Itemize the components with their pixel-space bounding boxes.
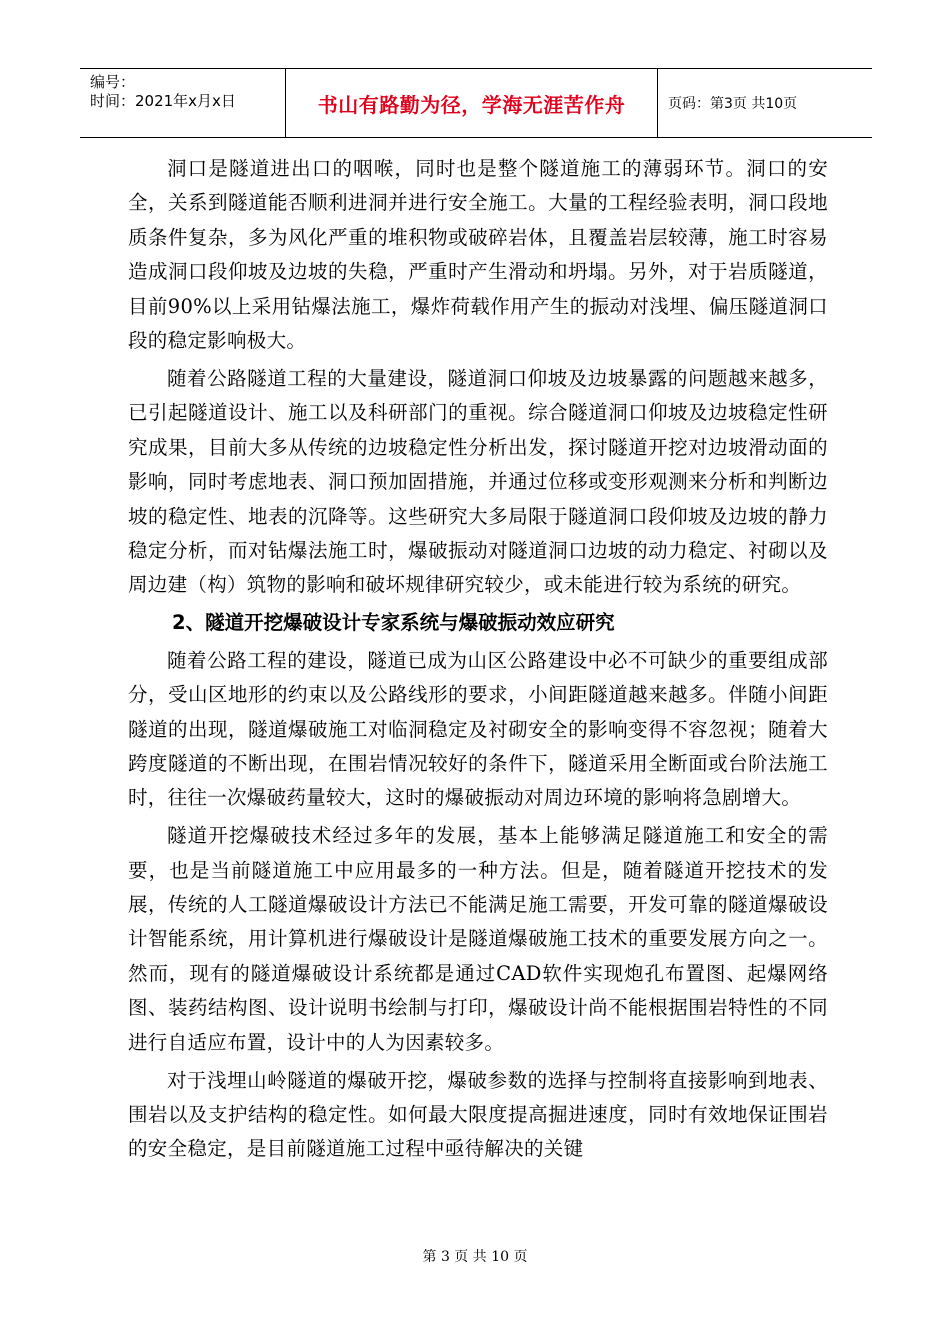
header-meta-cell [80,69,285,137]
footer-page-number: 第 3 页 共 10 页 [422,1249,528,1265]
body-paragraph: 随着公路隧道工程的大量建设，隧道洞口仰坡及边坡暴露的问题越来越多，已引起隧道设计、施工以及科研部门的重视。综合隧道洞口仰坡及边坡稳定性研究成果，目前大多从传统的边坡稳定性分析出发，探讨隧道开挖对边坡滑动面的影响，同时考虑地表、洞口预加固措施，并通过位移或变形观测来分析和判断边坡的稳定性、地表的沉降等。这些研究大多局限于隧道洞口段仰坡及边坡的静力稳定分析，而对钻爆法施工时，爆破振动对隧道洞口边坡的动力稳定、衬砌以及周边建（构）筑物的影响和破坏规律研究较少，或未能进行较为系统的研究。 [128,366,828,597]
document-header [80,68,872,138]
page-footer [0,1246,950,1266]
document-time-label: 时间：2021年x月x日 [90,92,236,110]
body-paragraph: 随着公路工程的建设，隧道已成为山区公路建设中必不可缺少的重要组成部分，受山区地形的约束以及公路线形的要求，小间距隧道越来越多。伴随小间距隧道的出现，隧道爆破施工对临洞稳定及衬砌安全的影响变得不容忽视；随着大跨度隧道的不断出现，在围岩情况较好的条件下，隧道采用全断面或台阶法施工时，往往一次爆破药量较大，这时的爆破振动对周边环境的影响将急剧增大。 [128,648,828,810]
header-motto: 书山有路勤为径，学海无涯苦作舟 [317,92,626,117]
section-heading: 2、隧道开挖爆破设计专家系统与爆破振动效应研究 [172,611,615,635]
document-body [128,152,828,1170]
header-page-cell [658,69,872,137]
body-paragraph: 洞口是隧道进出口的咽喉，同时也是整个隧道施工的薄弱环节。洞口的安全，关系到隧道能否顺利进洞并进行安全施工。大量的工程经验表明，洞口段地质条件复杂，多为风化严重的堆积物或破碎岩体，且覆盖岩层较薄，施工时容易造成洞口段仰坡及边坡的失稳，严重时产生滑动和坍塌。另外，对于岩质隧道，目前90%以上采用钻爆法施工，爆炸荷载作用产生的振动对浅埋、偏压隧道洞口段的稳定影响极大。 [128,157,828,353]
document-number-label: 编号： [90,73,136,91]
body-paragraph: 隧道开挖爆破技术经过多年的发展，基本上能够满足隧道施工和安全的需要，也是当前隧道施工中应用最多的一种方法。但是，随着隧道开挖技术的发展，传统的人工隧道爆破设计方法已不能满足施工需要，开发可靠的隧道爆破设计智能系统，用计算机进行爆破设计是隧道爆破施工技术的重要发展方向之一。然而，现有的隧道爆破设计系统都是通过CAD软件实现炮孔布置图、起爆网络图、装药结构图、设计说明书绘制与打印，爆破设计尚不能根据围岩特性的不同进行自适应布置，设计中的人为因素较多。 [128,824,828,1054]
body-paragraph: 对于浅埋山岭隧道的爆破开挖，爆破参数的选择与控制将直接影响到地表、围岩以及支护结构的稳定性。如何最大限度提高掘进速度，同时有效地保证围岩的安全稳定，是目前隧道施工过程中亟待解决的关键 [128,1068,828,1161]
header-page-info: 页码：第3页 共10页 [668,96,798,112]
header-motto-cell [285,69,658,137]
